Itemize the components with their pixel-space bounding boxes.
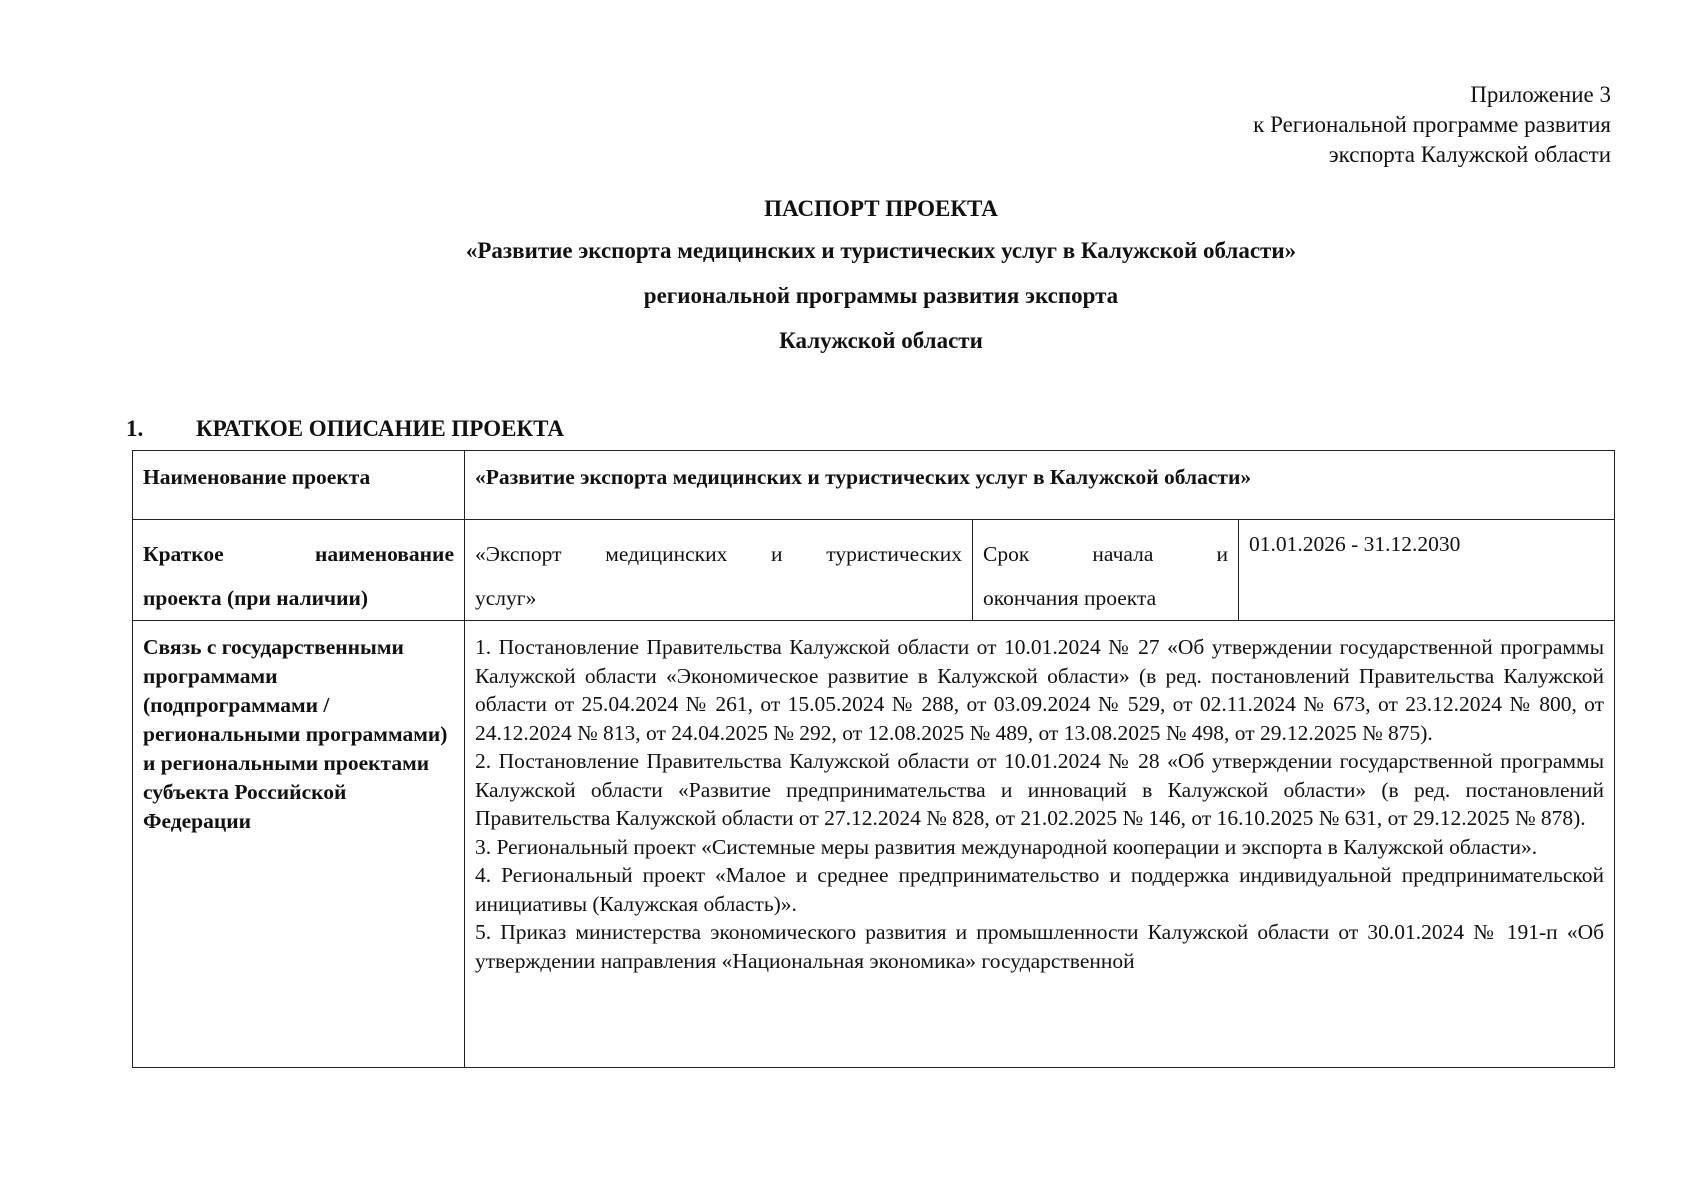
- links-item-5: 5. Приказ министерства экономического развития и промышленности Калужской области от 30.01.2024 № 191-п «Об утверждении направления «Национальная экономика» государственной: [475, 920, 1605, 973]
- short-name-value-line-2: услуг»: [475, 586, 537, 610]
- section-number: 1.: [126, 416, 144, 441]
- short-name-value: [465, 520, 973, 621]
- appendix-note: [1253, 80, 1611, 170]
- short-name-label-line-2: проекта (при наличии): [143, 586, 369, 610]
- short-name-label: [133, 520, 465, 621]
- program-subtitle: региональной программы развития экспорта: [643, 283, 1119, 308]
- section-heading: [126, 416, 564, 442]
- appendix-line-1: Приложение 3: [1470, 82, 1611, 107]
- table-row: [133, 621, 1615, 1068]
- project-name-label: Наименование проекта: [133, 451, 465, 520]
- links-item-4: 4. Региональный проект «Малое и среднее предпринимательство и поддержка индивидуальной предпринимательской инициативы (Калужская область)».: [475, 863, 1605, 916]
- project-name-value: «Развитие экспорта медицинских и туристических услуг в Калужской области»: [465, 451, 1615, 520]
- term-label-line-2: окончания проекта: [983, 586, 1157, 610]
- region-subtitle: Калужской области: [779, 328, 983, 353]
- term-value: 01.01.2026 - 31.12.2030: [1239, 520, 1615, 621]
- document-title: ПАСПОРТ ПРОЕКТА: [764, 196, 998, 221]
- term-label-line-1: Срок начала и: [983, 542, 1228, 566]
- links-value: [465, 621, 1615, 1068]
- project-full-title: «Развитие экспорта медицинских и туристических услуг в Калужской области»: [465, 238, 1297, 263]
- table-row: [133, 451, 1615, 520]
- section-title: КРАТКОЕ ОПИСАНИЕ ПРОЕКТА: [196, 416, 564, 441]
- links-item-1: 1. Постановление Правительства Калужской области от 10.01.2024 № 27 «Об утверждении государственной программы Калужской области «Экономическое развитие в Калужской области» (в ред. постановлений Правительства Калужской области от 25.04.2024 № 261, от 15.05.2024 № 288, от 03.09.2024 № 529, от 02.11.2024 № 673, от 23.12.2024 № 800, от 24.12.2024 № 813, от 24.04.2025 № 292, от 12.08.2025 № 489, от 13.08.2025 № 498, от 29.12.2025 № 875).: [475, 635, 1605, 745]
- short-name-label-line-1: Краткое наименование: [143, 542, 454, 566]
- short-name-value-line-1: «Экспорт медицинских и туристических: [475, 542, 962, 566]
- appendix-line-2: к Региональной программе развития: [1253, 112, 1611, 137]
- links-item-2: 2. Постановление Правительства Калужской области от 10.01.2024 № 28 «Об утверждении государственной программы Калужской области «Развитие предпринимательства и инноваций в Калужской области» (в ред. постановлений Правительства Калужской области от 27.12.2024 № 828, от 21.02.2025 № 146, от 16.10.2025 № 631, от 29.12.2025 № 878).: [475, 749, 1605, 830]
- term-label: [973, 520, 1239, 621]
- links-label: Связь с государственными программами (подпрограммами / региональными программами) и региональными проектами субъекта Российской Федерации: [133, 621, 465, 1068]
- project-passport-table: [132, 450, 1615, 1068]
- table-row: [133, 520, 1615, 621]
- appendix-line-3: экспорта Калужской области: [1328, 142, 1611, 167]
- links-item-3: 3. Региональный проект «Системные меры развития международной кооперации и экспорта в Калужской области».: [475, 834, 1538, 859]
